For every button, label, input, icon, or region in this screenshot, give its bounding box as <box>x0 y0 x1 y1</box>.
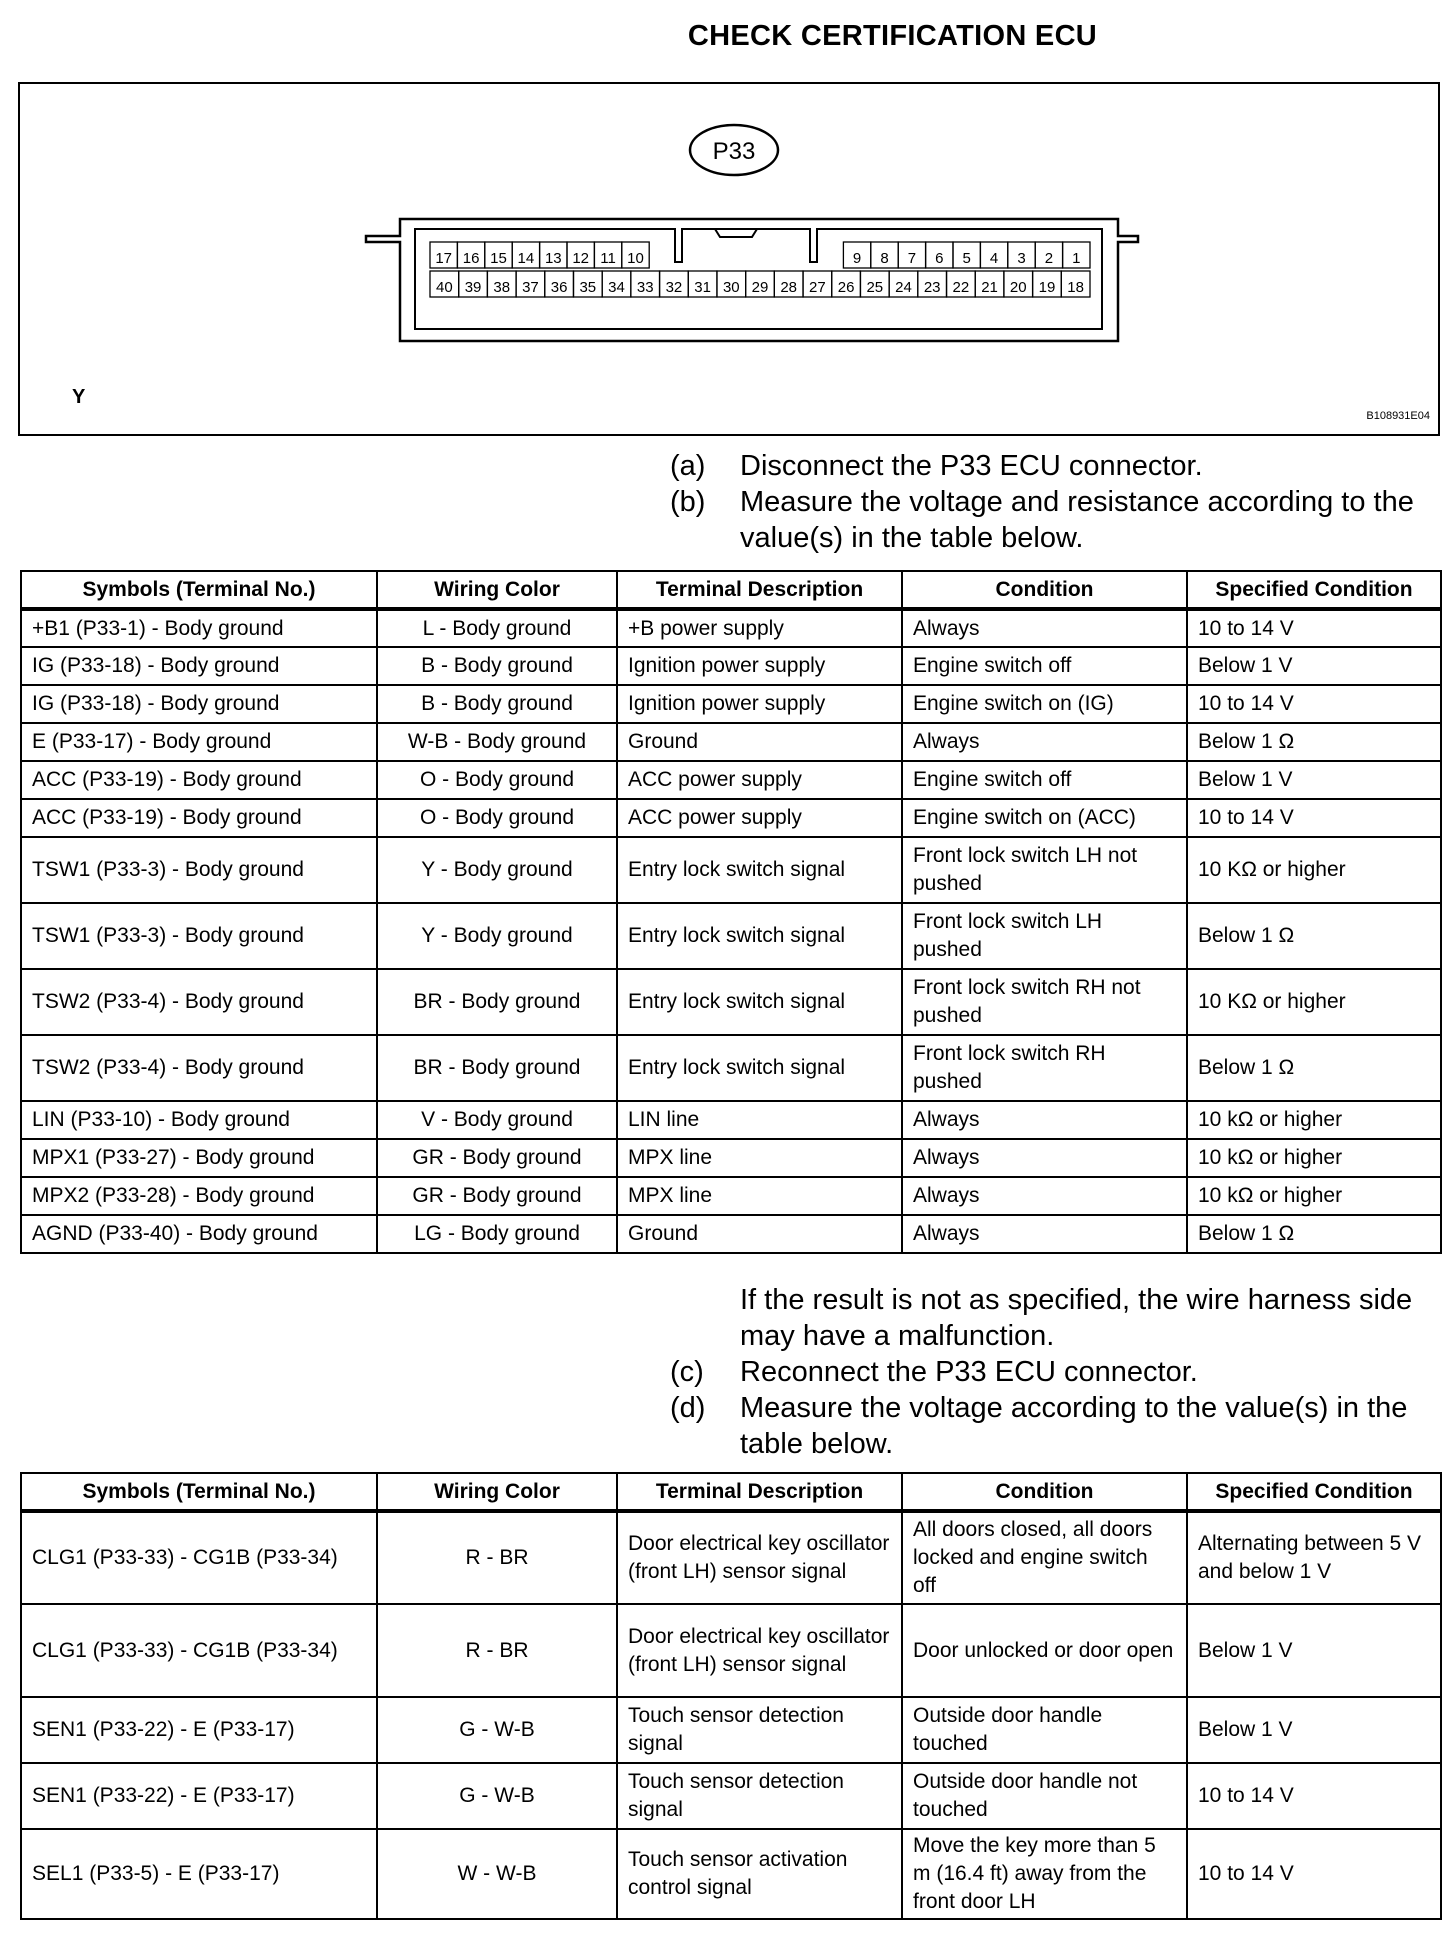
table-cell: LIN line <box>617 1101 902 1139</box>
pin-number: 4 <box>989 250 999 267</box>
table-cell: Below 1 V <box>1187 647 1441 685</box>
table-cell: R - BR <box>377 1511 617 1604</box>
pin-number: 27 <box>809 279 826 296</box>
pin-number: 37 <box>522 279 539 296</box>
pin-number: 14 <box>517 250 535 267</box>
table-cell: CLG1 (P33-33) - CG1B (P33-34) <box>21 1511 377 1604</box>
table-cell: Door electrical key oscillator (front LH) sensor signal <box>617 1604 902 1697</box>
table-cell: Door electrical key oscillator (front LH) sensor signal <box>617 1511 902 1604</box>
step-a <box>670 448 1446 484</box>
table-cell: Entry lock switch signal <box>617 1035 902 1101</box>
table-cell: MPX2 (P33-28) - Body ground <box>21 1177 377 1215</box>
connector-label: P33 <box>712 138 756 165</box>
pin-number: 39 <box>464 279 482 296</box>
step-b <box>670 484 1446 556</box>
table-cell: Front lock switch LH pushed <box>902 903 1187 969</box>
table-cell: ACC (P33-19) - Body ground <box>21 799 377 837</box>
pin-number: 3 <box>1017 250 1026 267</box>
figure-code: B108931E04 <box>1366 410 1430 422</box>
pin-number: 13 <box>544 250 562 267</box>
table-cell: Front lock switch LH not pushed <box>902 837 1187 903</box>
table-cell: LIN (P33-10) - Body ground <box>21 1101 377 1139</box>
table-cell: Below 1 Ω <box>1187 1035 1441 1101</box>
pin-number: 12 <box>572 250 590 267</box>
pin-number: 30 <box>722 279 740 296</box>
table-cell: E (P33-17) - Body ground <box>21 723 377 761</box>
table-row <box>21 1035 1441 1101</box>
note-text: If the result is not as specified, the wire harness side may have a malfunction. <box>740 1284 1413 1352</box>
table-cell: 10 to 14 V <box>1187 609 1441 647</box>
pin-number: 2 <box>1044 250 1054 267</box>
table-cell: +B power supply <box>617 609 902 647</box>
table-row <box>21 647 1441 685</box>
table-cell: ACC (P33-19) - Body ground <box>21 761 377 799</box>
pin-number: 24 <box>895 279 912 296</box>
table-cell: TSW1 (P33-3) - Body ground <box>21 903 377 969</box>
column-header: Specified Condition <box>1187 1473 1441 1511</box>
table-row <box>21 903 1441 969</box>
table-cell: Ground <box>617 723 902 761</box>
column-header: Symbols (Terminal No.) <box>21 571 377 609</box>
table-cell: 10 KΩ or higher <box>1187 837 1441 903</box>
table-cell: ACC power supply <box>617 799 902 837</box>
page-title: CHECK CERTIFICATION ECU <box>687 20 1098 52</box>
connector-diagram <box>20 84 1440 436</box>
table-row <box>21 1763 1441 1829</box>
table-cell: Ignition power supply <box>617 685 902 723</box>
pin-number: 32 <box>665 279 683 296</box>
table-cell: IG (P33-18) - Body ground <box>21 685 377 723</box>
table-cell: Below 1 Ω <box>1187 903 1441 969</box>
table-cell: 10 to 14 V <box>1187 685 1441 723</box>
table-row <box>21 1139 1441 1177</box>
table-cell: AGND (P33-40) - Body ground <box>21 1215 377 1253</box>
pin-number: 20 <box>1009 279 1027 296</box>
table-cell: ACC power supply <box>617 761 902 799</box>
column-header: Symbols (Terminal No.) <box>21 1473 377 1511</box>
table-cell: Y - Body ground <box>377 837 617 903</box>
table-cell: BR - Body ground <box>377 969 617 1035</box>
table-row <box>21 723 1441 761</box>
table-cell: Door unlocked or door open <box>902 1604 1187 1697</box>
pin-number: 19 <box>1038 279 1056 296</box>
pin-number: 15 <box>490 250 507 267</box>
table-cell: Touch sensor detection signal <box>617 1697 902 1763</box>
table-cell: B - Body ground <box>377 647 617 685</box>
table-cell: 10 kΩ or higher <box>1187 1101 1441 1139</box>
voltage-table <box>20 1472 1442 1920</box>
table-cell: MPX1 (P33-27) - Body ground <box>21 1139 377 1177</box>
step-text: Measure the voltage and resistance according to the value(s) in the table below. <box>740 486 1414 554</box>
table-row <box>21 1177 1441 1215</box>
table-cell: MPX line <box>617 1139 902 1177</box>
table-row <box>21 685 1441 723</box>
table-cell: Engine switch off <box>902 761 1187 799</box>
table-cell: TSW2 (P33-4) - Body ground <box>21 969 377 1035</box>
table-cell: W - W-B <box>377 1829 617 1919</box>
column-header: Condition <box>902 571 1187 609</box>
table-cell: SEL1 (P33-5) - E (P33-17) <box>21 1829 377 1919</box>
table-cell: Touch sensor activation control signal <box>617 1829 902 1919</box>
table-cell: GR - Body ground <box>377 1177 617 1215</box>
column-header: Condition <box>902 1473 1187 1511</box>
table-cell: LG - Body ground <box>377 1215 617 1253</box>
table-row <box>21 837 1441 903</box>
table-row <box>21 761 1441 799</box>
table-cell: GR - Body ground <box>377 1139 617 1177</box>
step-label: (b) <box>670 486 706 518</box>
table-row <box>21 1697 1441 1763</box>
pin-number: 31 <box>694 279 711 296</box>
column-header: Wiring Color <box>377 571 617 609</box>
step-label: (c) <box>670 1356 704 1388</box>
table-cell: Y - Body ground <box>377 903 617 969</box>
pin-number: 23 <box>923 279 941 296</box>
table-cell: TSW1 (P33-3) - Body ground <box>21 837 377 903</box>
table-cell: 10 kΩ or higher <box>1187 1139 1441 1177</box>
column-header: Wiring Color <box>377 1473 617 1511</box>
table-cell: Front lock switch RH pushed <box>902 1035 1187 1101</box>
table-cell: Below 1 Ω <box>1187 723 1441 761</box>
table-cell: Alternating between 5 V and below 1 V <box>1187 1511 1441 1604</box>
table-cell: Always <box>902 1101 1187 1139</box>
pin-number: 7 <box>907 250 917 267</box>
table-cell: +B1 (P33-1) - Body ground <box>21 609 377 647</box>
wire-color-label: Y <box>72 386 86 408</box>
table-cell: 10 to 14 V <box>1187 799 1441 837</box>
table-cell: Always <box>902 1177 1187 1215</box>
pin-number: 38 <box>493 279 511 296</box>
table-cell: W-B - Body ground <box>377 723 617 761</box>
table-cell: 10 to 14 V <box>1187 1829 1441 1919</box>
table-cell: SEN1 (P33-22) - E (P33-17) <box>21 1697 377 1763</box>
pin-number: 21 <box>981 279 998 296</box>
table-cell: R - BR <box>377 1604 617 1697</box>
step-label: (a) <box>670 450 706 482</box>
pin-number: 1 <box>1072 250 1081 267</box>
table-cell: Engine switch on (ACC) <box>902 799 1187 837</box>
table-cell: BR - Body ground <box>377 1035 617 1101</box>
table-cell: Always <box>902 609 1187 647</box>
table-cell: Always <box>902 1215 1187 1253</box>
table-row <box>21 1215 1441 1253</box>
table-cell: IG (P33-18) - Body ground <box>21 647 377 685</box>
pin-number: 9 <box>852 250 862 267</box>
pin-number: 18 <box>1067 279 1084 296</box>
table-row <box>21 969 1441 1035</box>
column-header: Terminal Description <box>617 1473 902 1511</box>
pin-number: 10 <box>627 250 644 267</box>
table-cell: TSW2 (P33-4) - Body ground <box>21 1035 377 1101</box>
result-note <box>670 1282 1446 1354</box>
pin-number: 29 <box>751 279 769 296</box>
table-cell: G - W-B <box>377 1697 617 1763</box>
pin-number: 17 <box>435 250 453 267</box>
table-cell: MPX line <box>617 1177 902 1215</box>
step-c <box>670 1354 1446 1390</box>
table-cell: Outside door handle touched <box>902 1697 1187 1763</box>
table-row <box>21 1829 1441 1919</box>
pin-number: 40 <box>436 279 453 296</box>
table-cell: CLG1 (P33-33) - CG1B (P33-34) <box>21 1604 377 1697</box>
table-row <box>21 1604 1441 1697</box>
table-cell: B - Body ground <box>377 685 617 723</box>
table-cell: Engine switch on (IG) <box>902 685 1187 723</box>
table-cell: Ignition power supply <box>617 647 902 685</box>
table-cell: Below 1 Ω <box>1187 1215 1441 1253</box>
table-row <box>21 609 1441 647</box>
table-header-row <box>21 1473 1441 1511</box>
table-cell: 10 kΩ or higher <box>1187 1177 1441 1215</box>
step-d <box>670 1390 1446 1462</box>
pin-number: 11 <box>600 250 616 267</box>
step-text: Measure the voltage according to the value(s) in the table below. <box>740 1392 1408 1460</box>
table-cell: 10 to 14 V <box>1187 1763 1441 1829</box>
steps-ab <box>670 448 1446 556</box>
table-row <box>21 799 1441 837</box>
pin-number: 6 <box>935 250 944 267</box>
column-header: Terminal Description <box>617 571 902 609</box>
pin-number: 26 <box>837 279 855 296</box>
column-header: Specified Condition <box>1187 571 1441 609</box>
step-label: (d) <box>670 1392 706 1424</box>
table-cell: O - Body ground <box>377 799 617 837</box>
table-cell: Below 1 V <box>1187 1604 1441 1697</box>
table-cell: O - Body ground <box>377 761 617 799</box>
pin-number: 5 <box>962 250 971 267</box>
table-cell: Entry lock switch signal <box>617 837 902 903</box>
pin-number: 25 <box>866 279 884 296</box>
voltage-resistance-table <box>20 570 1442 1254</box>
pin-grid <box>430 242 1090 297</box>
table-row <box>21 1511 1441 1604</box>
connector-figure <box>18 82 1440 436</box>
table-cell: Ground <box>617 1215 902 1253</box>
table-cell: Outside door handle not touched <box>902 1763 1187 1829</box>
table-cell: Front lock switch RH not pushed <box>902 969 1187 1035</box>
table-cell: All doors closed, all doors locked and engine switch off <box>902 1511 1187 1604</box>
pin-number: 36 <box>550 279 568 296</box>
table-cell: Entry lock switch signal <box>617 903 902 969</box>
table-cell: V - Body ground <box>377 1101 617 1139</box>
table-cell: Below 1 V <box>1187 761 1441 799</box>
table-cell: Below 1 V <box>1187 1697 1441 1763</box>
table-cell: L - Body ground <box>377 609 617 647</box>
pin-number: 8 <box>880 250 889 267</box>
table-cell: Engine switch off <box>902 647 1187 685</box>
table-header-row <box>21 571 1441 609</box>
pin-number: 22 <box>952 279 970 296</box>
connector-latch <box>715 229 757 237</box>
table-cell: G - W-B <box>377 1763 617 1829</box>
table-cell: SEN1 (P33-22) - E (P33-17) <box>21 1763 377 1829</box>
pin-number: 28 <box>780 279 798 296</box>
pin-number: 35 <box>579 279 597 296</box>
step-text: Reconnect the P33 ECU connector. <box>740 1356 1198 1388</box>
pin-number: 33 <box>636 279 654 296</box>
table-cell: Touch sensor detection signal <box>617 1763 902 1829</box>
steps-cd <box>670 1282 1446 1462</box>
pin-number: 34 <box>608 279 625 296</box>
pin-number: 16 <box>462 250 480 267</box>
table-cell: 10 KΩ or higher <box>1187 969 1441 1035</box>
step-text: Disconnect the P33 ECU connector. <box>740 450 1203 482</box>
table-cell: Entry lock switch signal <box>617 969 902 1035</box>
table-cell: Always <box>902 723 1187 761</box>
table-cell: Move the key more than 5 m (16.4 ft) away from the front door LH <box>902 1829 1187 1919</box>
table-row <box>21 1101 1441 1139</box>
table-cell: Always <box>902 1139 1187 1177</box>
